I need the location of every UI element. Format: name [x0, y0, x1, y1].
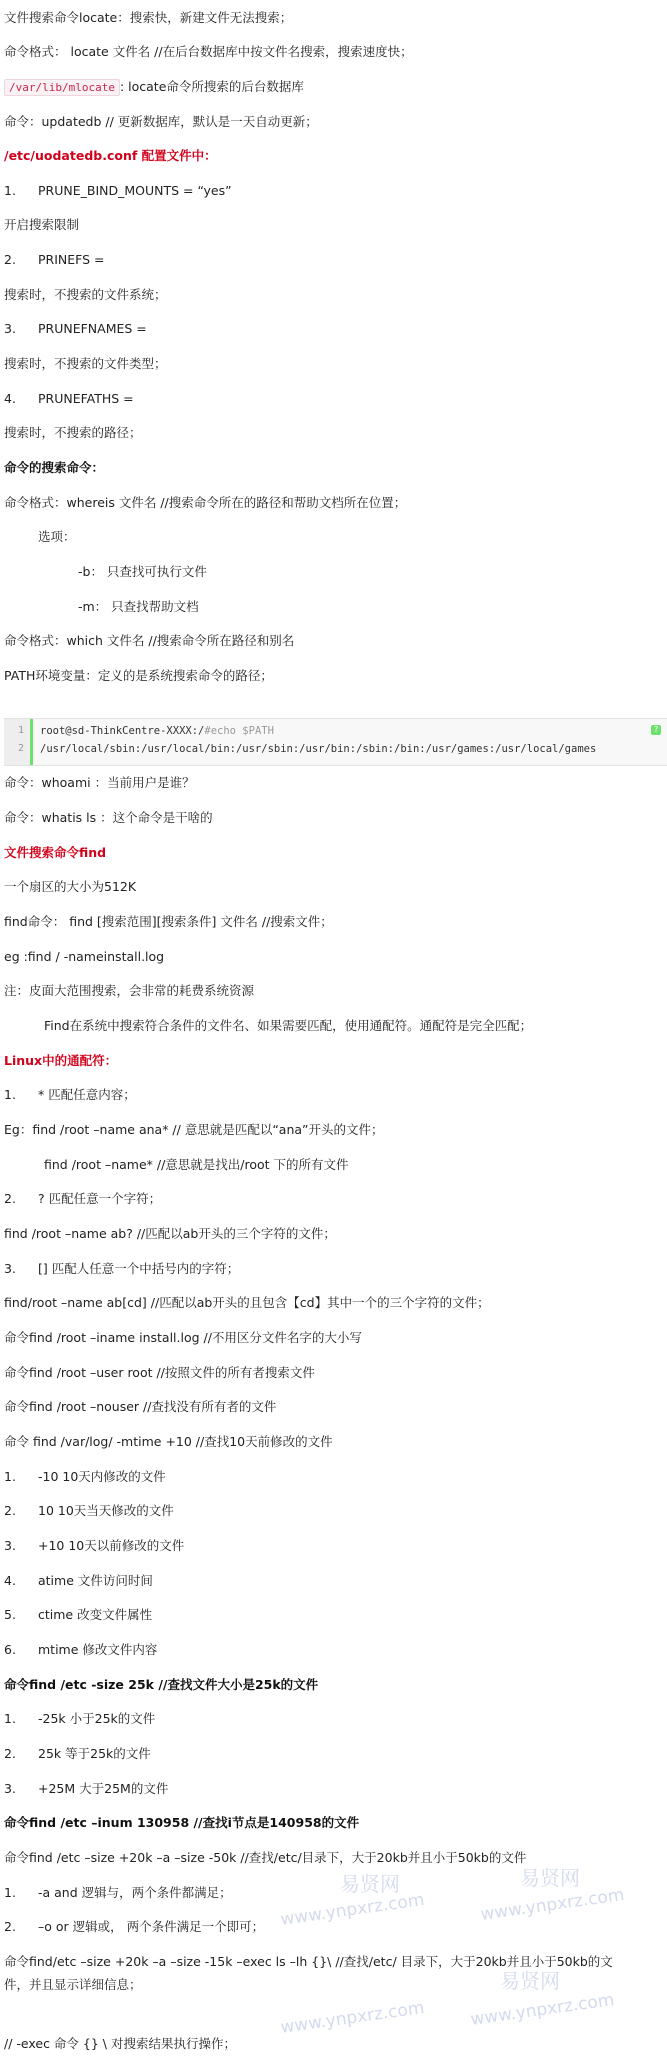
list-text: PRUNEFATHS = — [38, 391, 134, 406]
watermark-text: www.ynpxrz.com — [479, 1885, 626, 1925]
list-item — [4, 1467, 166, 1487]
list-text: ? 匹配任意一个字符； — [38, 1191, 162, 1206]
list-item — [4, 1085, 136, 1105]
list-number: 1. — [4, 1711, 16, 1726]
text-line: 命令：whatis ls ：这个命令是干啥的 — [4, 810, 213, 825]
list-item — [4, 389, 134, 409]
list-text: PRINEFS = — [38, 252, 105, 267]
list-item — [4, 1501, 174, 1521]
watermark-text: 易贤网 — [340, 1872, 400, 1896]
list-text: -25k 小于25k的文件 — [38, 1711, 156, 1726]
text-line — [4, 77, 304, 97]
list-text: 25k 等于25k的文件 — [38, 1746, 151, 1761]
watermark-text: www.ynpxrz.com — [279, 1998, 426, 2038]
text-line: 选项： — [38, 529, 76, 544]
inline-code: /var/lib/mlocate — [4, 79, 120, 96]
text-line: 搜索时，不搜索的路径； — [4, 425, 142, 440]
section-heading: 命令find /etc -size 25k //查找文件大小是25k的文件 — [4, 1677, 319, 1692]
list-item — [4, 319, 147, 339]
list-text: -a and 逻辑与，两个条件都满足； — [38, 1885, 232, 1900]
list-number: 3. — [4, 321, 16, 336]
line-number: 1 — [17, 725, 24, 736]
text-line: 搜索时，不搜索的文件类型； — [4, 356, 167, 371]
text-line: 一个扇区的大小为512K — [4, 879, 137, 894]
option-line: -m： 只查找帮助文档 — [78, 599, 199, 614]
text-line: 命令find /root –iname install.log //不用区分文件名字的大小写 — [4, 1330, 362, 1345]
text-line: eg :find / -nameinstall.log — [4, 949, 165, 964]
list-item — [4, 250, 105, 270]
copy-icon[interactable]: ? — [651, 725, 661, 735]
text-line: find/root –name ab[cd] //匹配以ab开头的且包含【cd】其中一个的三个字符的文件； — [4, 1295, 490, 1310]
list-text: +10 10天以前修改的文件 — [38, 1538, 185, 1553]
code-line — [40, 725, 274, 737]
watermark-text: www.ynpxrz.com — [279, 1890, 426, 1930]
code-gutter — [4, 719, 33, 765]
list-item — [4, 1917, 264, 1937]
text-line: find /root –name* //意思就是找出/root 下的所有文件 — [44, 1157, 349, 1172]
list-number: 6. — [4, 1642, 16, 1657]
text-line: 命令 find /var/log/ -mtime +10 //查找10天前修改的文件 — [4, 1434, 333, 1449]
code-text: root@sd-ThinkCentre-XXXX:/ — [40, 725, 205, 737]
code-block — [4, 718, 667, 766]
list-item — [4, 1640, 157, 1660]
list-number: 4. — [4, 1573, 16, 1588]
text-line: Find在系统中搜索符合条件的文件名、如果需要匹配，使用通配符。通配符是完全匹配； — [44, 1018, 533, 1033]
list-number: 2. — [4, 1503, 16, 1518]
list-text: mtime 修改文件内容 — [38, 1642, 158, 1657]
list-number: 4. — [4, 391, 16, 406]
list-item — [4, 1605, 152, 1625]
list-number: 3. — [4, 1538, 16, 1553]
text-line: 命令find /etc –size +20k –a –size -50k //查找/etc/目录下，大于20kb并且小于50kb的文件 — [4, 1850, 527, 1865]
watermark-text: 易贤网 — [500, 1969, 560, 1993]
text-line: 搜索时，不搜索的文件系统； — [4, 287, 167, 302]
text-line: 件，并且显示详细信息； — [4, 1977, 142, 1992]
list-item — [4, 1259, 239, 1279]
list-text: PRUNE_BIND_MOUNTS = “yes” — [38, 183, 232, 198]
text-fragment: : locate命令所搜索的后台数据库 — [119, 79, 304, 94]
list-text: 10 10天当天修改的文件 — [38, 1503, 174, 1518]
line-number: 2 — [17, 743, 24, 754]
text-line: 命令find/etc –size +20k –a –size -15k –exec ls –lh {}\ //查找/etc/ 目录下，大于20kb并且小于50kb的文 — [4, 1954, 613, 1969]
list-text: [] 匹配人任意一个中括号内的字符； — [38, 1261, 240, 1276]
list-number: 1. — [4, 183, 16, 198]
list-item — [4, 1883, 232, 1903]
text-line: // -exec 命令 {} \ 对搜索结果执行操作； — [4, 2036, 236, 2051]
list-item — [4, 1189, 161, 1209]
section-heading: 文件搜索命令find — [4, 845, 107, 860]
list-item — [4, 1536, 184, 1556]
text-line: 命令：whoami ：当前用户是谁？ — [4, 775, 195, 790]
list-item — [4, 1571, 153, 1591]
list-number: 1. — [4, 1469, 16, 1484]
list-text: * 匹配任意内容； — [38, 1087, 136, 1102]
text-line: Eg：find /root –name ana* // 意思就是匹配以“ana”开头的文件； — [4, 1122, 384, 1137]
watermark-text: 易贤网 — [520, 1866, 580, 1890]
text-line: 开启搜索限制 — [4, 217, 80, 232]
list-text: PRUNEFNAMES = — [38, 321, 147, 336]
section-heading: Linux中的通配符： — [4, 1053, 118, 1068]
watermark-text: www.ynpxrz.com — [469, 1990, 616, 2030]
text-line: 命令格式：whereis 文件名 //搜索命令所在的路径和帮助文档所在位置； — [4, 495, 407, 510]
list-number: 5. — [4, 1607, 16, 1622]
list-number: 2. — [4, 252, 16, 267]
code-line: /usr/local/sbin:/usr/local/bin:/usr/sbin:/usr/bin:/sbin:/bin:/usr/games:/usr/local/games — [40, 743, 597, 755]
list-number: 3. — [4, 1261, 16, 1276]
list-number: 3. — [4, 1781, 16, 1796]
code-comment: #echo $PATH — [204, 725, 274, 737]
list-text: –o or 逻辑或， 两个条件满足一个即可； — [38, 1919, 265, 1934]
list-number: 2. — [4, 1746, 16, 1761]
text-line: PATH环境变量：定义的是系统搜索命令的路径； — [4, 668, 273, 683]
list-text: ctime 改变文件属性 — [38, 1607, 153, 1622]
text-line: 命令格式： locate 文件名 //在后台数据库中按文件名搜索，搜索速度快； — [4, 44, 413, 59]
text-line: 命令find /root –nouser //查找没有所有者的文件 — [4, 1399, 277, 1414]
list-number: 1. — [4, 1885, 16, 1900]
text-line: 命令格式：which 文件名 //搜索命令所在路径和别名 — [4, 633, 295, 648]
text-line: find命令： find [搜索范围][搜索条件] 文件名 //搜索文件； — [4, 914, 333, 929]
list-number: 1. — [4, 1087, 16, 1102]
text-line: 注：皮面大范围搜索，会非常的耗费系统资源 — [4, 983, 255, 998]
section-heading: 命令find /etc –inum 130958 //查找i节点是140958的文件 — [4, 1815, 360, 1830]
list-item — [4, 1709, 155, 1729]
list-text: -10 10天内修改的文件 — [38, 1469, 166, 1484]
section-heading: 命令的搜索命令： — [4, 460, 105, 475]
text-line: 命令find /root –user root //按照文件的所有者搜索文件 — [4, 1365, 315, 1380]
list-item — [4, 1779, 168, 1799]
list-number: 2. — [4, 1191, 16, 1206]
text-line: 文件搜索命令locate：搜索快，新建文件无法搜索； — [4, 10, 293, 25]
list-item — [4, 1744, 151, 1764]
list-item — [4, 181, 232, 201]
option-line: -b： 只查找可执行文件 — [78, 564, 207, 579]
list-text: +25M 大于25M的文件 — [38, 1781, 169, 1796]
list-text: atime 文件访问时间 — [38, 1573, 153, 1588]
list-number: 2. — [4, 1919, 16, 1934]
text-line: find /root –name ab? //匹配以ab开头的三个字符的文件； — [4, 1226, 336, 1241]
text-line: 命令：updatedb // 更新数据库，默认是一天自动更新； — [4, 114, 318, 129]
section-heading: /etc/uodatedb.conf 配置文件中： — [4, 148, 217, 163]
